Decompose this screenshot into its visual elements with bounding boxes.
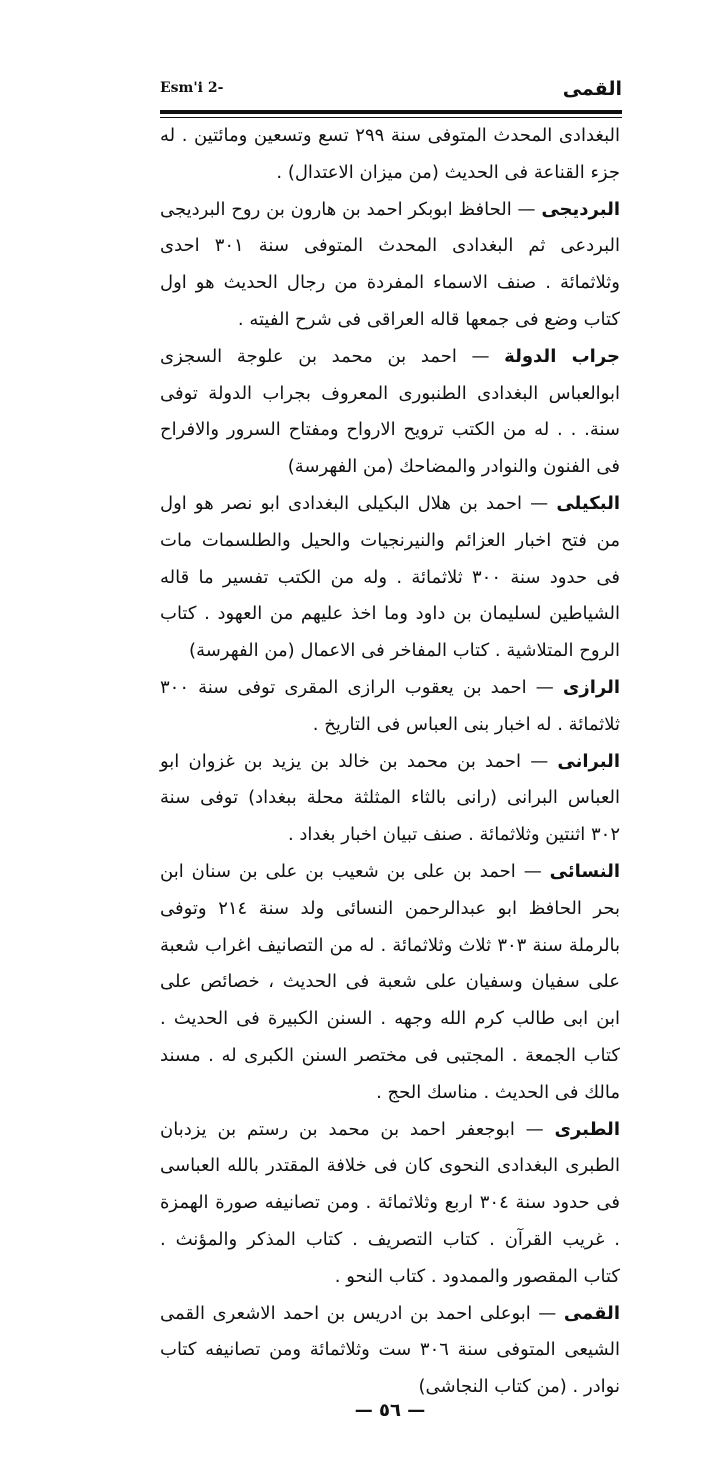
body-text xyxy=(160,118,620,1406)
entry-head: الرازى xyxy=(562,676,620,698)
entry-bakili xyxy=(160,486,620,670)
entry-text: — احمد بن على بن شعيب بن على بن سنان ابن بحر الحافظ ابو عبدالرحمن النسائى ولد سنة ٢١٤ وتوفى بالرملة سنة ٣٠٣ ثلاث وثلاثمائة . له من التصانيف اغراب شعبة على سفيان وسفيان على شعبة فى الحديث ، خصائص على ابن ابى طالب كرم الله وجهه . السنن الكبيرة فى الحديث . كتاب الجمعة . المجتبى فى مختصر السنن الكبرى له . مسند مالك فى الحديث . مناسك الحج . xyxy=(160,860,620,1103)
entry-tabari xyxy=(160,1112,620,1296)
entry-head: القمى xyxy=(563,1302,620,1324)
entry-head: جراب الدولة xyxy=(504,345,621,367)
page-number: — ٥٦ — xyxy=(354,1400,426,1421)
entry-text: البغدادى المحدث المتوفى سنة ٢٩٩ تسع وتسعين ومائتين . له جزء القناعة فى الحديث (من ميزان الاعتدال) . xyxy=(160,125,620,183)
entry-text: — ابوجعفر احمد بن محمد بن رستم بن يزدبان الطبرى البغدادى النحوى كان فى خلافة المقتدر بالله العباسى فى حدود سنة ٣٠٤ اربع وثلاثمائة . ومن تصانيفه صورة الهمزة . غريب القرآن . كتاب التصريف . كتاب المذكر والمؤنث . كتاب المقصور والممدود . كتاب النحو . xyxy=(160,1118,620,1287)
entry-qummi xyxy=(160,1296,620,1406)
running-head-code: Esm'i 2- xyxy=(160,80,224,96)
running-head-title: القمى xyxy=(562,78,622,100)
entry-text: — احمد بن يعقوب الرازى المقرى توفى سنة ٣٠٠ ثلاثمائة . له اخبار بنى العباس فى التاريخ . xyxy=(160,676,620,735)
entry-text: — احمد بن هلال البكيلى البغدادى ابو نصر هو اول من فتح اخبار العزائم والنيرنجيات والحيل والطلسمات مات فى حدود سنة ٣٠٠ ثلاثمائة . وله من الكتب تفسير ما قاله الشياطين لسليمان بن داود وما اخذ عليهم من العهود . كتاب الروح المتلاشية . كتاب المفاخر فى الاعمال (من الفهرسة) xyxy=(160,492,620,662)
entry-razi xyxy=(160,670,620,744)
entry-head: الطبرى xyxy=(554,1118,620,1140)
running-head xyxy=(160,78,622,108)
entry-barani xyxy=(160,744,620,854)
header-rule xyxy=(160,110,622,114)
entry-head: النسائى xyxy=(549,860,620,882)
entry-text: — احمد بن محمد بن علوجة السجزى ابوالعباس البغدادى الطنبورى المعروف بجراب الدولة توفى سنة. . . له من الكتب ترويح الارواح ومفتاح السرور والافراح فى الفنون والنوادر والمضاحك (من الفهرسة) xyxy=(160,345,620,478)
entry-nasai xyxy=(160,854,620,1112)
entry-text: — احمد بن محمد بن خالد بن يزيد بن غزوان ابو العباس البرانى (رانى بالثاء المثلثة محلة ببغداد) توفى سنة ٣٠٢ اثنتين وثلاثمائة . صنف تبيان اخبار بغداد . xyxy=(160,750,620,846)
entry-jirab-al-dawla xyxy=(160,339,620,486)
entry-text: — الحافظ ابوبكر احمد بن هارون بن روح البرديجى البردعى ثم البغدادى المحدث المتوفى سنة ٣٠١ احدى وثلاثمائة . صنف الاسماء المفردة من رجال الحديث هو اول كتاب وضع فى جمعها قاله العراقى فى شرح الفيته . xyxy=(160,198,620,330)
entry-continued xyxy=(160,118,620,192)
entry-head: البكيلى xyxy=(556,492,620,514)
entry-head: البرديجى xyxy=(541,198,620,220)
entry-text: — ابوعلى احمد بن ادريس بن احمد الاشعرى القمى الشيعى المتوفى سنة ٣٠٦ ست وثلاثمائة ومن تصانيفه كتاب نوادر . (من كتاب النجاشى) xyxy=(160,1302,620,1398)
entry-head: البرانى xyxy=(557,750,620,772)
entry-bardiji xyxy=(160,192,620,339)
